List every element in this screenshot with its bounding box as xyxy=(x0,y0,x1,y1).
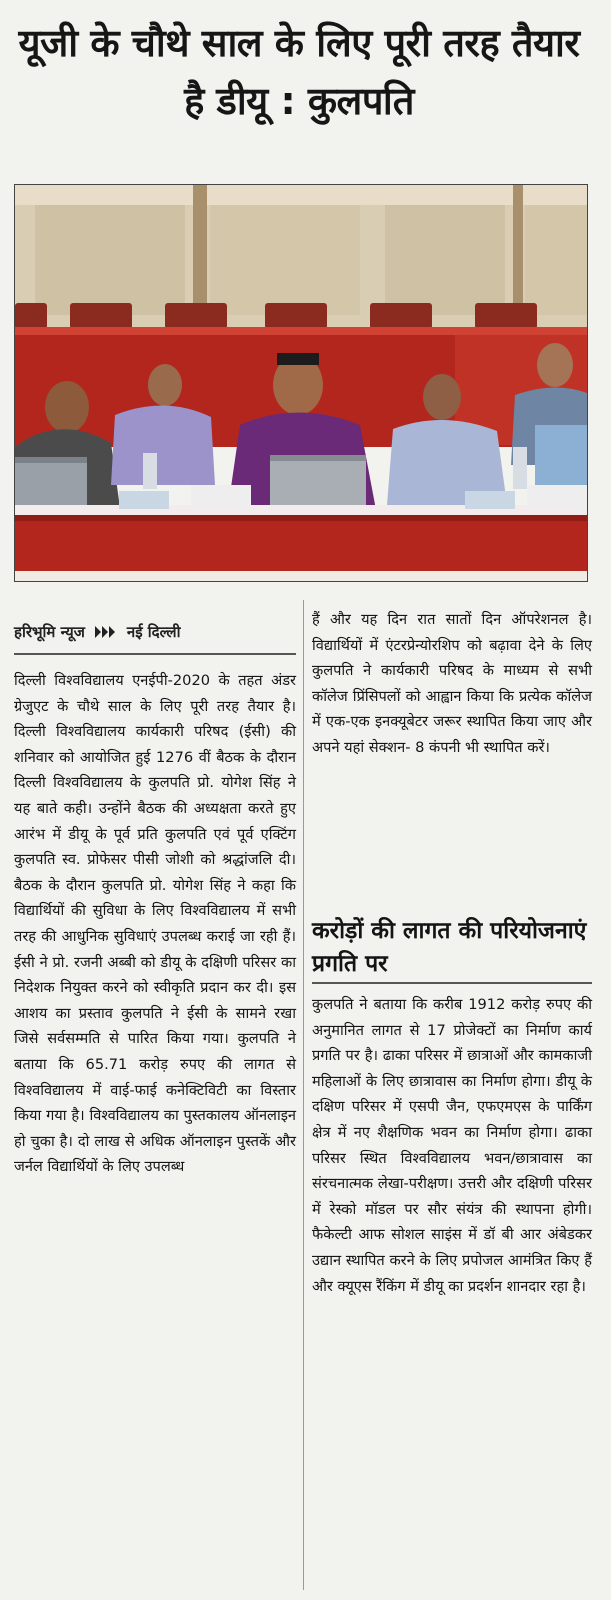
byline xyxy=(14,612,296,652)
byline-location: नई दिल्ली xyxy=(126,623,181,641)
triple-chevron-icon xyxy=(95,626,117,638)
article-body-right-column-2 xyxy=(312,992,592,1299)
subheading-rule xyxy=(312,982,592,984)
byline-source: हरिभूमि न्यूज xyxy=(14,623,85,641)
paragraph: कुलपति ने बताया कि करीब 1912 करोड़ रुपए की अनुमानित लागत से 17 प्रोजेक्टों का निर्माण कार्य प्रगति पर है। ढाका परिसर में छात्राओं और कामकाजी महिलाओं के लिए छात्रावास का निर्माण होगा। डीयू के दक्षिण परिसर में एसपी जैन, एफएमएस के पार्किंग क्षेत्र में नए शैक्षणिक भवन का निर्माण होगा। ढाका परिसर स्थित विश्वविद्यालय भवन/छात्रावास का संरचनात्मक लेखा-परीक्षण। उत्तरी और दक्षिणी परिसर में रेस्को मॉडल पर सौर संयंत्र की स्थापना होगी। फैकेल्टी आफ सोशल साइंस में डॉ बी आर अंबेडकर उद्यान स्थापित करने के लिए प्रपोजल आमंत्रित किए हैं और क्यूएस रैंकिंग में डीयू का प्रदर्शन शानदार रहा है। xyxy=(312,996,592,1295)
column-divider xyxy=(303,600,304,1590)
article-subheading: करोड़ों की लागत की परियोजनाएं प्रगति पर xyxy=(312,918,587,977)
paragraph: हैं और यह दिन रात सातों दिन ऑपरेशनल है। विद्यार्थियों में एंटरप्रेन्योरशिप को बढ़ावा देने के लिए कुलपति ने कार्यकारी परिषद के माध्यम से सभी कॉलेज प्रिंसिपलों को आह्वान किया कि प्रत्येक कॉलेज में एक-एक इनक्यूबेटर जरूर स्थापित किया जाए और अपने यहां सेक्शन- 8 कंपनी भी स्थापित करें। xyxy=(312,611,592,756)
article-body-left-column xyxy=(14,668,296,1180)
article-headline: यूजी के चौथे साल के लिए पूरी तरह तैयार है डीयू : कुलपति xyxy=(18,21,580,123)
meeting-photo xyxy=(14,184,588,582)
byline-rule xyxy=(14,653,296,655)
article-body-right-column xyxy=(312,607,592,761)
paragraph: दिल्ली विश्वविद्यालय एनईपी-2020 के तहत अंडर ग्रेजुएट के चौथे साल के लिए पूरी तरह तैयार है। दिल्ली विश्वविद्यालय कार्यकारी परिषद (ईसी) की शनिवार को आयोजित हुई 1276 वीं बैठक के दौरान दिल्ली विश्वविद्यालय के कुलपति प्रो. योगेश सिंह ने यह बाते कही। उन्होंने बैठक की अध्यक्षता करते हुए आरंभ में डीयू के पूर्व प्रति कुलपति एवं पूर्व एक्टिंग कुलपति स्व. प्रोफेसर पीसी जोशी को श्रद्धांजलि दी। बैठक के दौरान कुलपति प्रो. योगेश सिंह ने कहा कि विद्यार्थियों की सुविधा के लिए विश्वविद्यालय में सभी तरह की आधुनिक सुविधाएं उपलब्ध कराई जा रही हैं। ईसी ने प्रो. रजनी अब्बी को डीयू के दक्षिणी परिसर का निदेशक नियुक्त करने को स्वीकृति प्रदान कर दी। इस आशय का प्रस्ताव कुलपति ने ईसी के सामने रखा जिसे सर्वसम्मति से पारित किया गया। कुलपति ने बताया कि 65.71 करोड़ रुपए की लागत से विश्वविद्यालय में वाई-फाई कनेक्टिविटी का विस्तार किया गया है। विश्वविद्यालय का पुस्तकालय ऑनलाइन हो चुका है। दो लाख से अधिक ऑनलाइन पुस्तकें और जर्नल विद्यार्थियों के लिए उपलब्ध xyxy=(14,672,296,1176)
